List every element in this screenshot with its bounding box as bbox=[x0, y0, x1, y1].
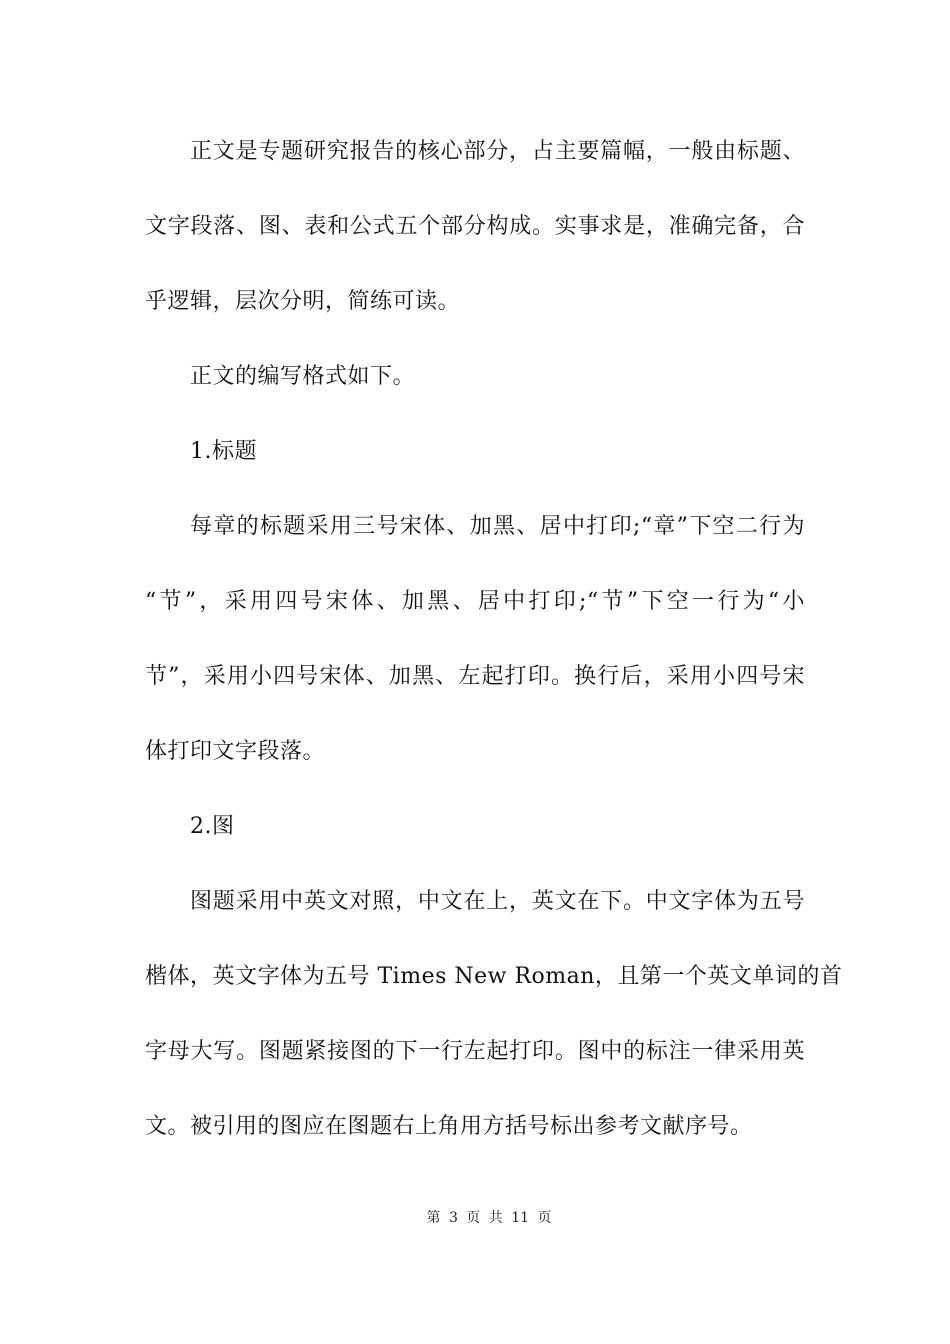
section-heading-title: 1.标题 bbox=[190, 439, 257, 464]
document-body bbox=[145, 130, 843, 1180]
paragraph-1-line-3: 乎逻辑，层次分明，简练可读。 bbox=[145, 289, 461, 314]
paragraph-3-line-2: “节”，采用四号宋体、加黑、居中打印;“节”下空一行为“小 bbox=[145, 589, 805, 614]
paragraph-1-line-1: 正文是专题研究报告的核心部分，占主要篇幅，一般由标题、 bbox=[190, 139, 805, 164]
paragraph-3-line-3: 节”，采用小四号宋体、加黑、左起打印。换行后，采用小四号宋 bbox=[145, 664, 805, 689]
paragraph-4-line-2: 楷体，英文字体为五号 Times New Roman，且第一个英文单词的首 bbox=[145, 964, 843, 989]
paragraph-4-line-3: 字母大写。图题紧接图的下一行左起打印。图中的标注一律采用英 bbox=[145, 1039, 805, 1064]
paragraph-4-line-1: 图题采用中英文对照，中文在上，英文在下。中文字体为五号 bbox=[190, 889, 805, 914]
paragraph-3-line-4: 体打印文字段落。 bbox=[145, 739, 326, 764]
page-number-footer: 第 3 页 共 11 页 bbox=[426, 1210, 552, 1226]
paragraph-2-line-1: 正文的编写格式如下。 bbox=[190, 364, 416, 389]
section-heading-figure: 2.图 bbox=[190, 814, 235, 839]
paragraph-4-line-4: 文。被引用的图应在图题右上角用方括号标出参考文献序号。 bbox=[145, 1114, 753, 1139]
paragraph-3-line-1: 每章的标题采用三号宋体、加黑、居中打印;“章”下空二行为 bbox=[190, 514, 805, 539]
paragraph-1-line-2: 文字段落、图、表和公式五个部分构成。实事求是，准确完备，合 bbox=[145, 214, 805, 239]
